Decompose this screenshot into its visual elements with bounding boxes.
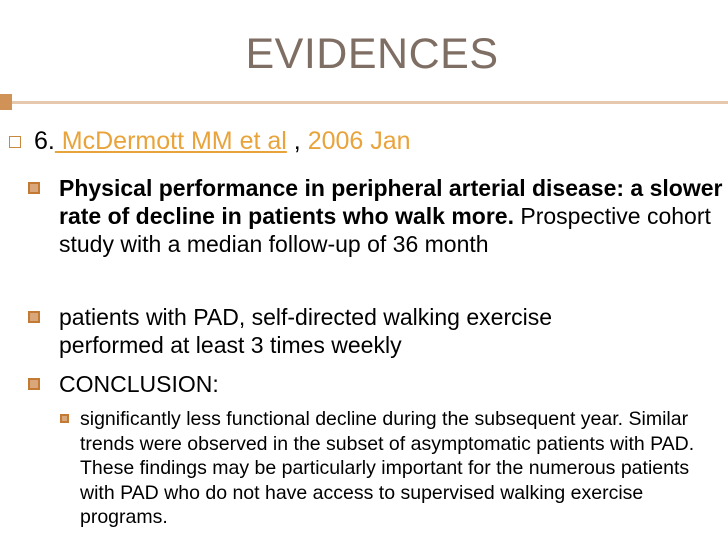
study-title: Physical performance in peripheral arterial disease: a slower rate of decline in patients who walk more. — [59, 175, 723, 229]
intervention-text: patients with PAD, self-directed walking exercise performed at least 3 times weekly — [59, 304, 553, 358]
slide-title: EVIDENCES — [245, 30, 499, 78]
conclusion-heading: CONCLUSION: — [59, 371, 219, 397]
square-bullet-icon — [28, 378, 40, 390]
reference-date-link[interactable]: 2006 Jan — [307, 127, 411, 155]
title-rule — [12, 101, 728, 104]
title-rule-accent — [0, 94, 12, 110]
square-bullet-icon — [28, 182, 40, 194]
square-bullet-icon — [60, 414, 69, 423]
reference-author-link[interactable]: McDermott MM et al — [54, 127, 287, 155]
conclusion-text: significantly less functional decline during the subsequent year. Similar trends were observed in the subset of asymptomatic patients with PAD. These findings may be particularly important for the numerous patients with PAD who do not have access to supervised walking exercise programs. — [80, 408, 695, 528]
square-bullet-icon — [9, 136, 21, 148]
study-description: Prospective cohort study with a median follow-up of 36 month — [59, 203, 711, 257]
reference-number: 6. — [34, 127, 55, 155]
reference-separator: , — [286, 127, 308, 155]
square-bullet-icon — [28, 311, 40, 323]
